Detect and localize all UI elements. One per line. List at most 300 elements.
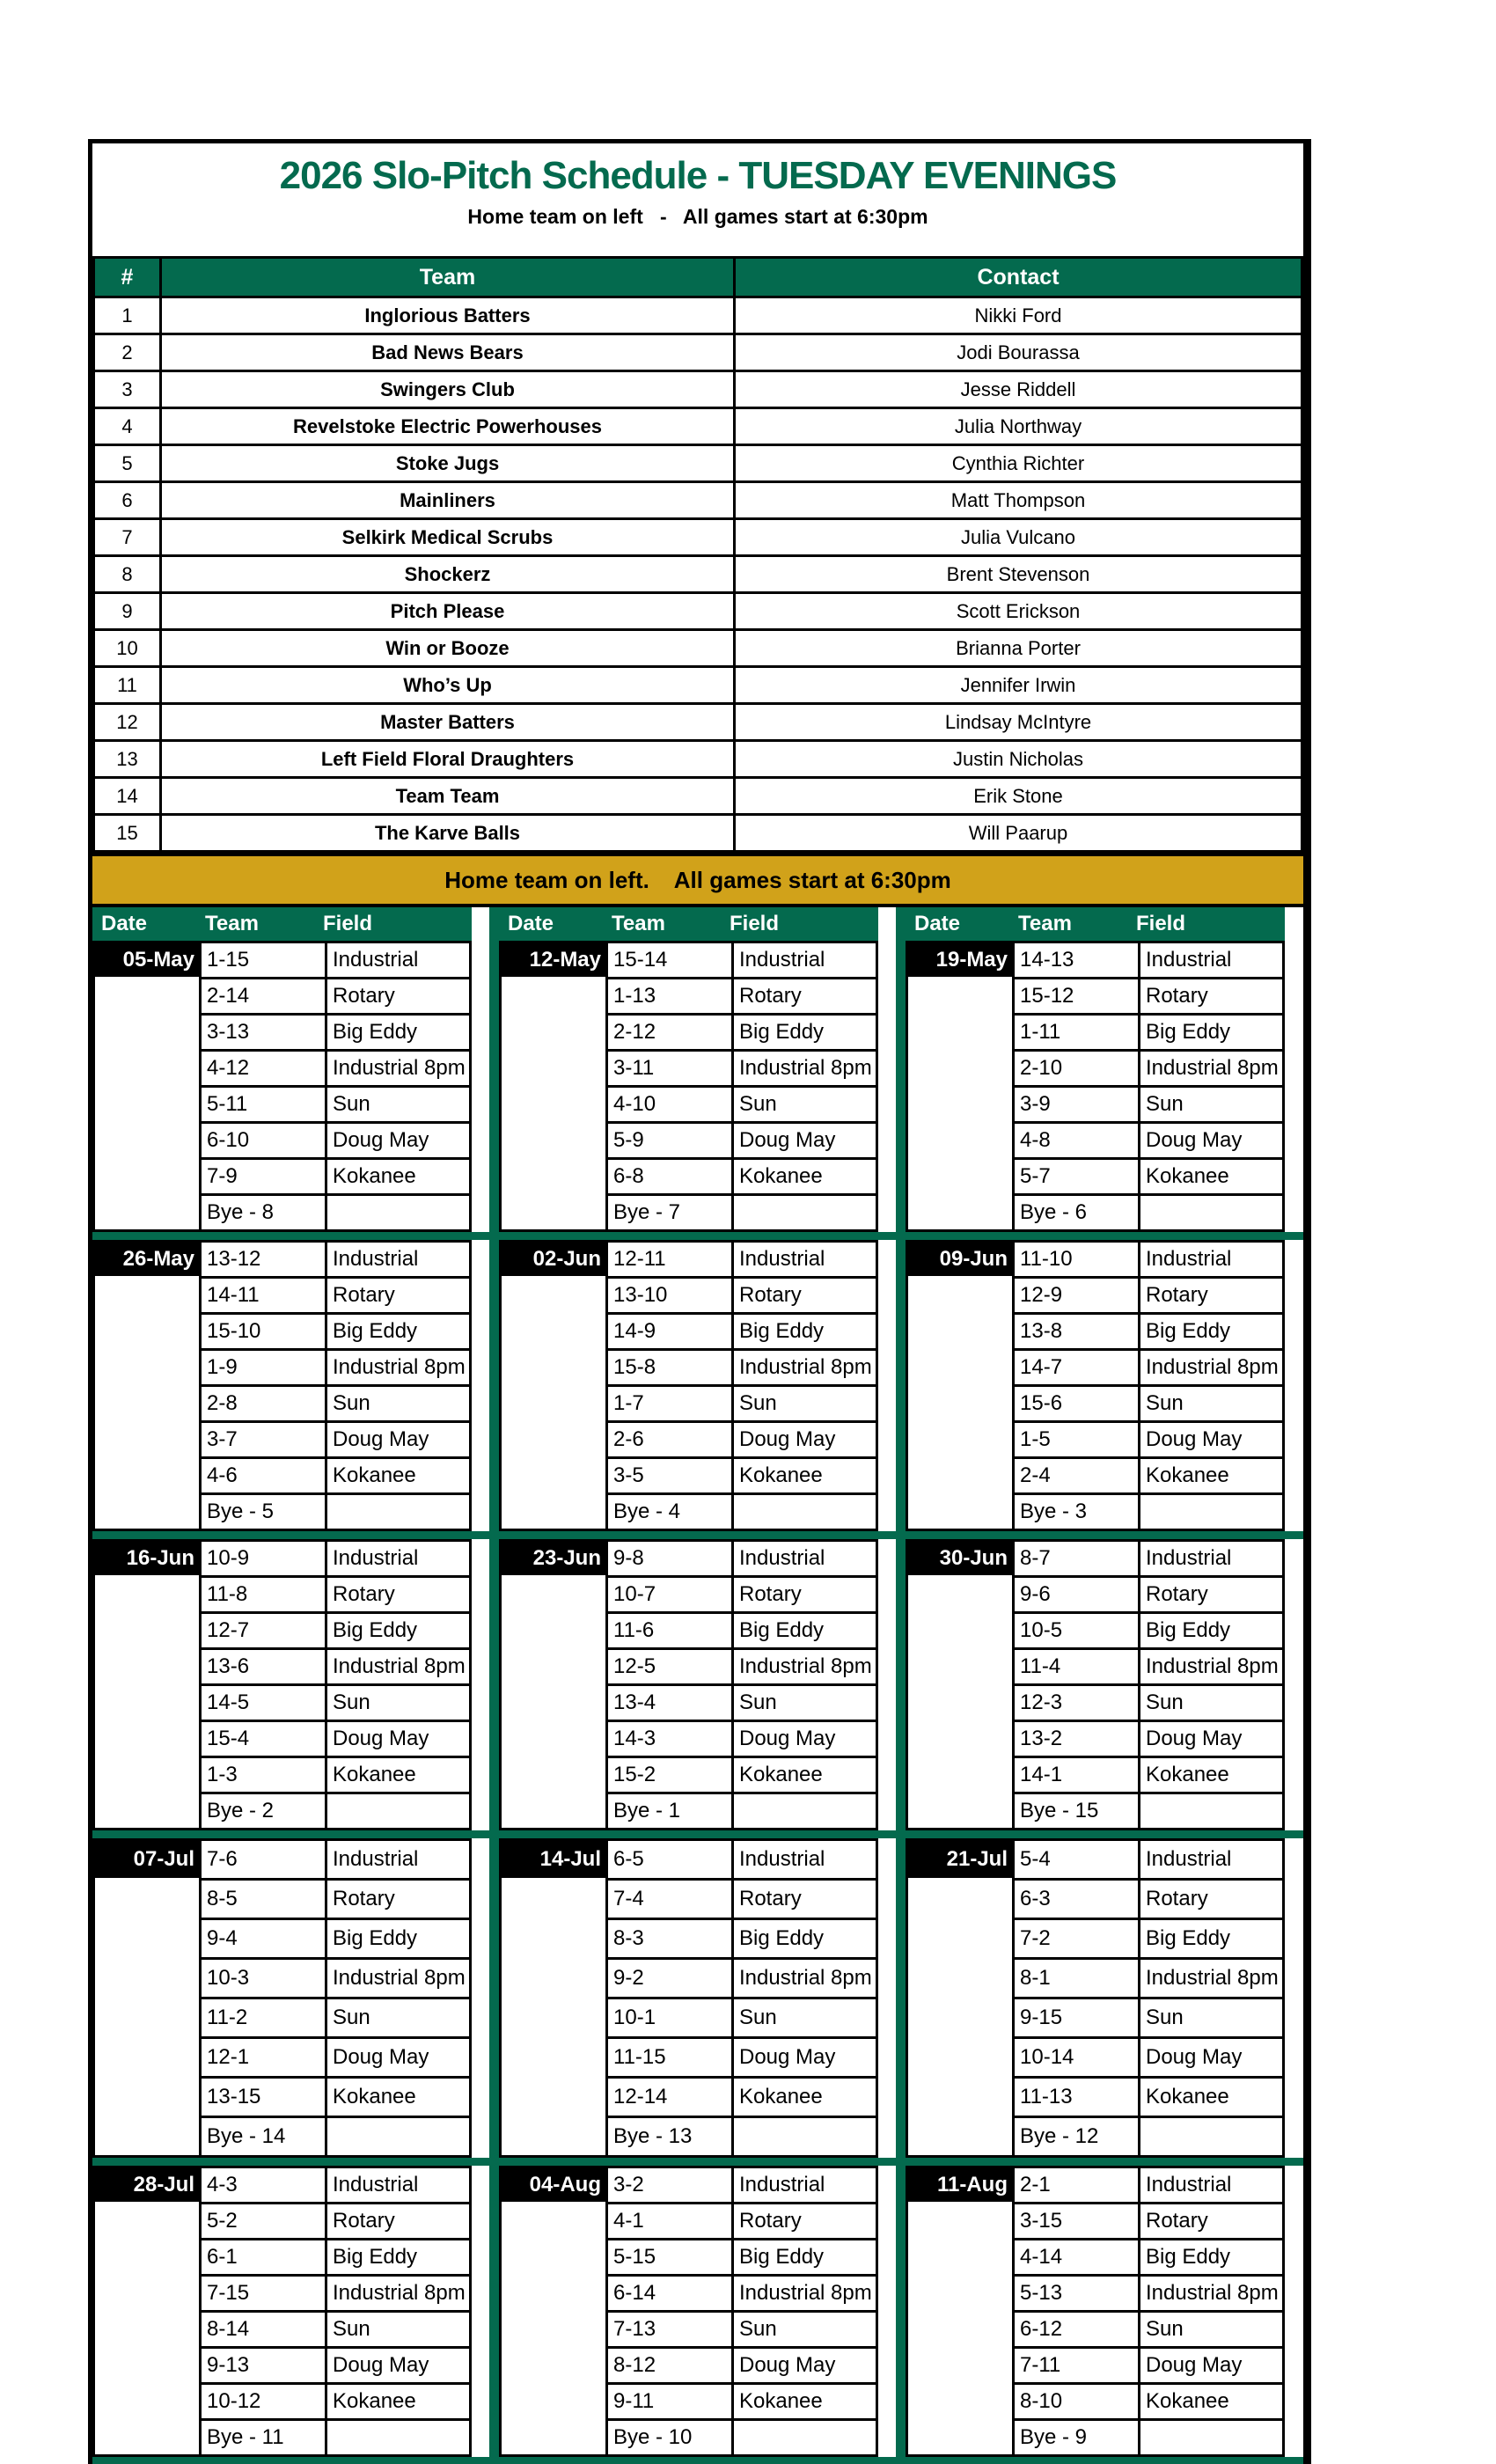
game-field: Industrial: [733, 942, 877, 979]
game-field: Doug May: [326, 1721, 471, 1757]
game-field: Rotary: [326, 979, 471, 1015]
game-teams: 13-12: [201, 1242, 326, 1278]
date-cell: [907, 942, 1014, 1231]
game-teams: 4-10: [607, 1087, 733, 1123]
team-row: [94, 445, 1302, 482]
game-teams: 3-9: [1014, 1087, 1140, 1123]
team-number: 13: [94, 741, 161, 778]
team-row: [94, 297, 1302, 334]
date-label: 05-May: [95, 943, 199, 977]
schedule-header-field: Field: [323, 912, 373, 935]
team-row: [94, 371, 1302, 408]
game-field: Industrial: [1140, 1541, 1284, 1577]
game-teams: 5-9: [607, 1123, 733, 1159]
game-teams: 15-14: [607, 942, 733, 979]
schedule-column-header: [499, 907, 878, 941]
schedule-block: [499, 1838, 878, 2158]
game-teams: 2-6: [607, 1422, 733, 1458]
game-teams: 8-5: [201, 1880, 326, 1919]
game-field: Big Eddy: [1140, 1919, 1284, 1959]
column-gap: [878, 1539, 896, 1830]
schedule-block: [92, 2166, 472, 2457]
game-field: Kokanee: [326, 1757, 471, 1793]
game-teams: 7-13: [607, 2312, 733, 2348]
game-teams: 1-7: [607, 1386, 733, 1422]
team-number: 15: [94, 815, 161, 852]
schedule-block: [906, 1838, 1285, 2158]
game-field: Industrial: [1140, 1242, 1284, 1278]
team-name: The Karve Balls: [161, 815, 735, 852]
game-field: Kokanee: [326, 1458, 471, 1494]
game-field: Industrial 8pm: [326, 2276, 471, 2312]
game-field: Industrial 8pm: [326, 1959, 471, 1998]
column-gap: [878, 2166, 896, 2457]
team-row: [94, 556, 1302, 593]
date-cell: [501, 2167, 607, 2456]
column-gap: [472, 1240, 489, 1531]
game-teams: 11-6: [607, 1613, 733, 1649]
game-field: Industrial 8pm: [326, 1051, 471, 1087]
game-field: [326, 1195, 471, 1231]
game-teams: Bye - 11: [201, 2420, 326, 2456]
game-teams: 15-2: [607, 1757, 733, 1793]
team-row: [94, 482, 1302, 519]
game-teams: 4-1: [607, 2204, 733, 2240]
game-teams: 6-5: [607, 1840, 733, 1880]
game-row: [907, 1840, 1284, 1880]
date-cell: [907, 1541, 1014, 1830]
game-teams: 5-15: [607, 2240, 733, 2276]
date-label: 02-Jun: [502, 1243, 605, 1276]
game-teams: Bye - 8: [201, 1195, 326, 1231]
column-separator: [896, 2166, 906, 2457]
game-teams: 15-10: [201, 1314, 326, 1350]
game-teams: Bye - 13: [607, 2117, 733, 2157]
team-contact: Brianna Porter: [735, 630, 1302, 667]
game-field: Industrial 8pm: [1140, 1649, 1284, 1685]
game-field: Industrial: [326, 2167, 471, 2204]
game-field: Industrial: [733, 1840, 877, 1880]
game-teams: 2-4: [1014, 1458, 1140, 1494]
column-gap: [1285, 1240, 1302, 1531]
title-block: [92, 143, 1303, 256]
game-teams: 12-7: [201, 1613, 326, 1649]
game-teams: 4-14: [1014, 2240, 1140, 2276]
date-cell: [94, 1840, 201, 2157]
game-field: Big Eddy: [1140, 1613, 1284, 1649]
game-field: Big Eddy: [326, 2240, 471, 2276]
column-gap: [472, 1539, 489, 1830]
schedule-block: [906, 1539, 1285, 1830]
banner: Home team on left. All games start at 6:30pm: [92, 853, 1303, 904]
schedule-header-field: Field: [1136, 912, 1186, 935]
game-field: Rotary: [1140, 1278, 1284, 1314]
game-teams: 13-15: [201, 2078, 326, 2117]
game-teams: 9-2: [607, 1959, 733, 1998]
game-field: Big Eddy: [733, 1613, 877, 1649]
game-field: Industrial 8pm: [733, 2276, 877, 2312]
date-label: 26-May: [95, 1243, 199, 1276]
game-teams: 4-3: [201, 2167, 326, 2204]
game-field: [733, 2420, 877, 2456]
column-gap: [472, 907, 489, 941]
game-field: Sun: [1140, 2312, 1284, 2348]
date-cell: [907, 1242, 1014, 1530]
date-label: 12-May: [502, 943, 605, 977]
game-row: [94, 942, 471, 979]
game-field: Sun: [733, 1998, 877, 2038]
game-row: [501, 1840, 877, 1880]
date-label: 04-Aug: [502, 2168, 605, 2202]
schedule-block: [906, 1240, 1285, 1531]
game-field: Industrial 8pm: [1140, 2276, 1284, 2312]
game-field: [733, 2117, 877, 2157]
game-teams: 3-13: [201, 1015, 326, 1051]
schedule-header-team: Team: [612, 912, 665, 935]
teams-header-num: #: [94, 258, 161, 297]
game-field: Doug May: [326, 2348, 471, 2384]
game-field: Rotary: [326, 2204, 471, 2240]
game-row: [907, 942, 1284, 979]
game-field: Sun: [1140, 1685, 1284, 1721]
schedule-band: [92, 1240, 1303, 1531]
game-field: [733, 1195, 877, 1231]
game-teams: 1-9: [201, 1350, 326, 1386]
team-name: Master Batters: [161, 704, 735, 741]
game-field: Sun: [326, 2312, 471, 2348]
game-field: Kokanee: [733, 1159, 877, 1195]
game-teams: 6-1: [201, 2240, 326, 2276]
game-teams: 7-9: [201, 1159, 326, 1195]
game-field: Big Eddy: [733, 1314, 877, 1350]
schedule-header-field: Field: [730, 912, 780, 935]
game-field: Industrial: [733, 1541, 877, 1577]
team-number: 7: [94, 519, 161, 556]
game-field: [1140, 2420, 1284, 2456]
game-field: Doug May: [733, 1422, 877, 1458]
team-row: [94, 667, 1302, 704]
game-teams: 8-12: [607, 2348, 733, 2384]
team-name: Shockerz: [161, 556, 735, 593]
team-name: Pitch Please: [161, 593, 735, 630]
game-teams: 14-7: [1014, 1350, 1140, 1386]
game-field: Doug May: [326, 1123, 471, 1159]
game-teams: 13-10: [607, 1278, 733, 1314]
game-teams: 4-8: [1014, 1123, 1140, 1159]
team-number: 14: [94, 778, 161, 815]
team-contact: Lindsay McIntyre: [735, 704, 1302, 741]
game-field: Industrial 8pm: [1140, 1051, 1284, 1087]
team-number: 6: [94, 482, 161, 519]
game-teams: 14-1: [1014, 1757, 1140, 1793]
game-field: [733, 1793, 877, 1830]
teams-header-contact: Contact: [735, 258, 1302, 297]
game-field: Doug May: [326, 1422, 471, 1458]
schedule-band: [92, 941, 1303, 1232]
date-label: 07-Jul: [95, 1841, 199, 1878]
game-teams: 11-2: [201, 1998, 326, 2038]
game-teams: 9-8: [607, 1541, 733, 1577]
game-teams: 12-3: [1014, 1685, 1140, 1721]
game-teams: 6-10: [201, 1123, 326, 1159]
game-teams: Bye - 6: [1014, 1195, 1140, 1231]
schedule-block: [906, 941, 1285, 1232]
game-field: Doug May: [1140, 1721, 1284, 1757]
game-teams: 5-13: [1014, 2276, 1140, 2312]
game-field: Sun: [733, 2312, 877, 2348]
team-name: Inglorious Batters: [161, 297, 735, 334]
game-teams: Bye - 1: [607, 1793, 733, 1830]
game-teams: 7-4: [607, 1880, 733, 1919]
team-number: 2: [94, 334, 161, 371]
game-teams: Bye - 14: [201, 2117, 326, 2157]
game-field: Kokanee: [326, 1159, 471, 1195]
team-name: Bad News Bears: [161, 334, 735, 371]
game-field: Kokanee: [1140, 1757, 1284, 1793]
game-teams: 3-7: [201, 1422, 326, 1458]
team-number: 12: [94, 704, 161, 741]
game-teams: 11-8: [201, 1577, 326, 1613]
game-teams: 15-4: [201, 1721, 326, 1757]
band-separator: [92, 2158, 1303, 2166]
schedule-header-row: [92, 907, 1303, 941]
schedule-block: [499, 2166, 878, 2457]
game-field: Big Eddy: [733, 1919, 877, 1959]
band-separator: [92, 1232, 1303, 1240]
column-separator: [896, 907, 906, 941]
column-gap: [1285, 941, 1302, 1232]
date-label: 19-May: [908, 943, 1012, 977]
column-gap: [1285, 907, 1302, 941]
game-row: [94, 1840, 471, 1880]
game-teams: 2-12: [607, 1015, 733, 1051]
column-gap: [472, 941, 489, 1232]
game-field: [1140, 1195, 1284, 1231]
game-teams: Bye - 10: [607, 2420, 733, 2456]
game-teams: 14-9: [607, 1314, 733, 1350]
date-label: 16-Jun: [95, 1542, 199, 1575]
game-teams: 10-3: [201, 1959, 326, 1998]
game-field: Rotary: [733, 1278, 877, 1314]
date-cell: [94, 1242, 201, 1530]
schedule-band: [92, 1539, 1303, 1830]
date-label: 11-Aug: [908, 2168, 1012, 2202]
column-separator: [489, 907, 499, 941]
schedule-block: [92, 1838, 472, 2158]
game-teams: 5-7: [1014, 1159, 1140, 1195]
game-teams: 10-1: [607, 1998, 733, 2038]
date-cell: [907, 2167, 1014, 2456]
column-separator: [489, 1539, 499, 1830]
game-field: Industrial 8pm: [326, 1649, 471, 1685]
game-field: Industrial 8pm: [1140, 1959, 1284, 1998]
game-teams: 8-14: [201, 2312, 326, 2348]
game-row: [907, 1242, 1284, 1278]
game-field: Kokanee: [733, 2078, 877, 2117]
team-contact: Jennifer Irwin: [735, 667, 1302, 704]
game-row: [907, 1541, 1284, 1577]
date-cell: [94, 2167, 201, 2456]
schedule-block: [499, 941, 878, 1232]
team-number: 8: [94, 556, 161, 593]
column-gap: [878, 941, 896, 1232]
game-row: [501, 1242, 877, 1278]
game-field: Big Eddy: [1140, 1015, 1284, 1051]
column-gap: [472, 1838, 489, 2158]
game-row: [94, 1242, 471, 1278]
date-cell: [501, 1840, 607, 2157]
team-row: [94, 519, 1302, 556]
team-name: Left Field Floral Draughters: [161, 741, 735, 778]
game-field: Big Eddy: [326, 1919, 471, 1959]
game-row: [94, 1541, 471, 1577]
game-field: Industrial 8pm: [1140, 1350, 1284, 1386]
game-field: Sun: [733, 1386, 877, 1422]
game-teams: Bye - 12: [1014, 2117, 1140, 2157]
game-field: Kokanee: [1140, 2384, 1284, 2420]
game-teams: 9-11: [607, 2384, 733, 2420]
schedule-header-date: Date: [101, 912, 148, 935]
team-row: [94, 408, 1302, 445]
game-field: Big Eddy: [1140, 1314, 1284, 1350]
game-field: Rotary: [733, 1577, 877, 1613]
game-teams: 6-12: [1014, 2312, 1140, 2348]
team-contact: Cynthia Richter: [735, 445, 1302, 482]
game-field: Industrial 8pm: [733, 1350, 877, 1386]
game-teams: Bye - 5: [201, 1494, 326, 1530]
game-teams: 10-12: [201, 2384, 326, 2420]
game-field: Kokanee: [1140, 1458, 1284, 1494]
game-teams: 12-11: [607, 1242, 733, 1278]
game-field: Industrial: [326, 1242, 471, 1278]
game-field: Sun: [733, 1087, 877, 1123]
game-teams: 2-1: [1014, 2167, 1140, 2204]
schedule-header-team: Team: [205, 912, 259, 935]
team-number: 10: [94, 630, 161, 667]
date-cell: [501, 1541, 607, 1830]
date-label: 14-Jul: [502, 1841, 605, 1878]
game-field: Doug May: [1140, 1123, 1284, 1159]
teams-header-team: Team: [161, 258, 735, 297]
schedule-band: [92, 2166, 1303, 2457]
game-field: Rotary: [326, 1577, 471, 1613]
game-teams: 12-1: [201, 2038, 326, 2078]
game-teams: Bye - 2: [201, 1793, 326, 1830]
game-teams: 1-15: [201, 942, 326, 979]
game-field: Sun: [1140, 1998, 1284, 2038]
column-separator: [489, 1240, 499, 1531]
game-teams: 9-15: [1014, 1998, 1140, 2038]
team-number: 4: [94, 408, 161, 445]
game-teams: 3-15: [1014, 2204, 1140, 2240]
band-separator: [92, 1531, 1303, 1539]
game-field: Kokanee: [733, 1757, 877, 1793]
game-field: Doug May: [733, 1721, 877, 1757]
team-contact: Justin Nicholas: [735, 741, 1302, 778]
date-cell: [94, 1541, 201, 1830]
game-row: [907, 2167, 1284, 2204]
team-number: 3: [94, 371, 161, 408]
game-field: [1140, 2117, 1284, 2157]
game-row: [94, 2167, 471, 2204]
game-field: Sun: [733, 1685, 877, 1721]
game-field: Doug May: [733, 2038, 877, 2078]
game-field: Big Eddy: [326, 1314, 471, 1350]
team-contact: Jesse Riddell: [735, 371, 1302, 408]
column-separator: [489, 1838, 499, 2158]
team-number: 9: [94, 593, 161, 630]
team-name: Mainliners: [161, 482, 735, 519]
game-field: Doug May: [1140, 1422, 1284, 1458]
game-teams: 11-4: [1014, 1649, 1140, 1685]
date-cell: [501, 942, 607, 1231]
team-name: Selkirk Medical Scrubs: [161, 519, 735, 556]
game-teams: 11-15: [607, 2038, 733, 2078]
game-teams: Bye - 9: [1014, 2420, 1140, 2456]
game-row: [501, 2167, 877, 2204]
game-field: Industrial 8pm: [326, 1350, 471, 1386]
game-field: Industrial: [733, 1242, 877, 1278]
game-teams: 2-10: [1014, 1051, 1140, 1087]
team-row: [94, 593, 1302, 630]
game-teams: 5-4: [1014, 1840, 1140, 1880]
game-teams: 1-3: [201, 1757, 326, 1793]
game-field: [1140, 1793, 1284, 1830]
game-field: [733, 1494, 877, 1530]
schedule-block: [92, 941, 472, 1232]
game-field: Rotary: [733, 979, 877, 1015]
game-field: Industrial 8pm: [733, 1051, 877, 1087]
team-contact: Scott Erickson: [735, 593, 1302, 630]
date-label: 21-Jul: [908, 1841, 1012, 1878]
team-contact: Erik Stone: [735, 778, 1302, 815]
game-teams: 2-14: [201, 979, 326, 1015]
game-field: Doug May: [733, 1123, 877, 1159]
game-field: Kokanee: [326, 2078, 471, 2117]
game-teams: 3-5: [607, 1458, 733, 1494]
column-gap: [1285, 2166, 1302, 2457]
game-teams: 12-5: [607, 1649, 733, 1685]
game-field: Doug May: [1140, 2348, 1284, 2384]
column-gap: [1285, 1838, 1302, 2158]
game-field: Sun: [326, 1685, 471, 1721]
game-teams: 5-11: [201, 1087, 326, 1123]
game-field: Sun: [326, 1386, 471, 1422]
team-contact: Julia Northway: [735, 408, 1302, 445]
team-name: Stoke Jugs: [161, 445, 735, 482]
game-teams: 1-5: [1014, 1422, 1140, 1458]
schedule-section: [92, 904, 1303, 2464]
schedule-header-team: Team: [1018, 912, 1072, 935]
game-teams: 6-3: [1014, 1880, 1140, 1919]
team-row: [94, 815, 1302, 852]
column-separator: [896, 1838, 906, 2158]
schedule-block: [499, 1240, 878, 1531]
game-field: Kokanee: [733, 1458, 877, 1494]
column-gap: [878, 907, 896, 941]
game-teams: 15-12: [1014, 979, 1140, 1015]
game-field: Industrial: [326, 942, 471, 979]
game-teams: 8-1: [1014, 1959, 1140, 1998]
game-teams: 5-2: [201, 2204, 326, 2240]
page-subtitle: Home team on left - All games start at 6:30pm: [467, 205, 928, 228]
game-teams: 9-6: [1014, 1577, 1140, 1613]
game-teams: 7-2: [1014, 1919, 1140, 1959]
column-separator: [896, 1240, 906, 1531]
game-field: Sun: [1140, 1087, 1284, 1123]
game-teams: 3-11: [607, 1051, 733, 1087]
schedule-block: [92, 1539, 472, 1830]
